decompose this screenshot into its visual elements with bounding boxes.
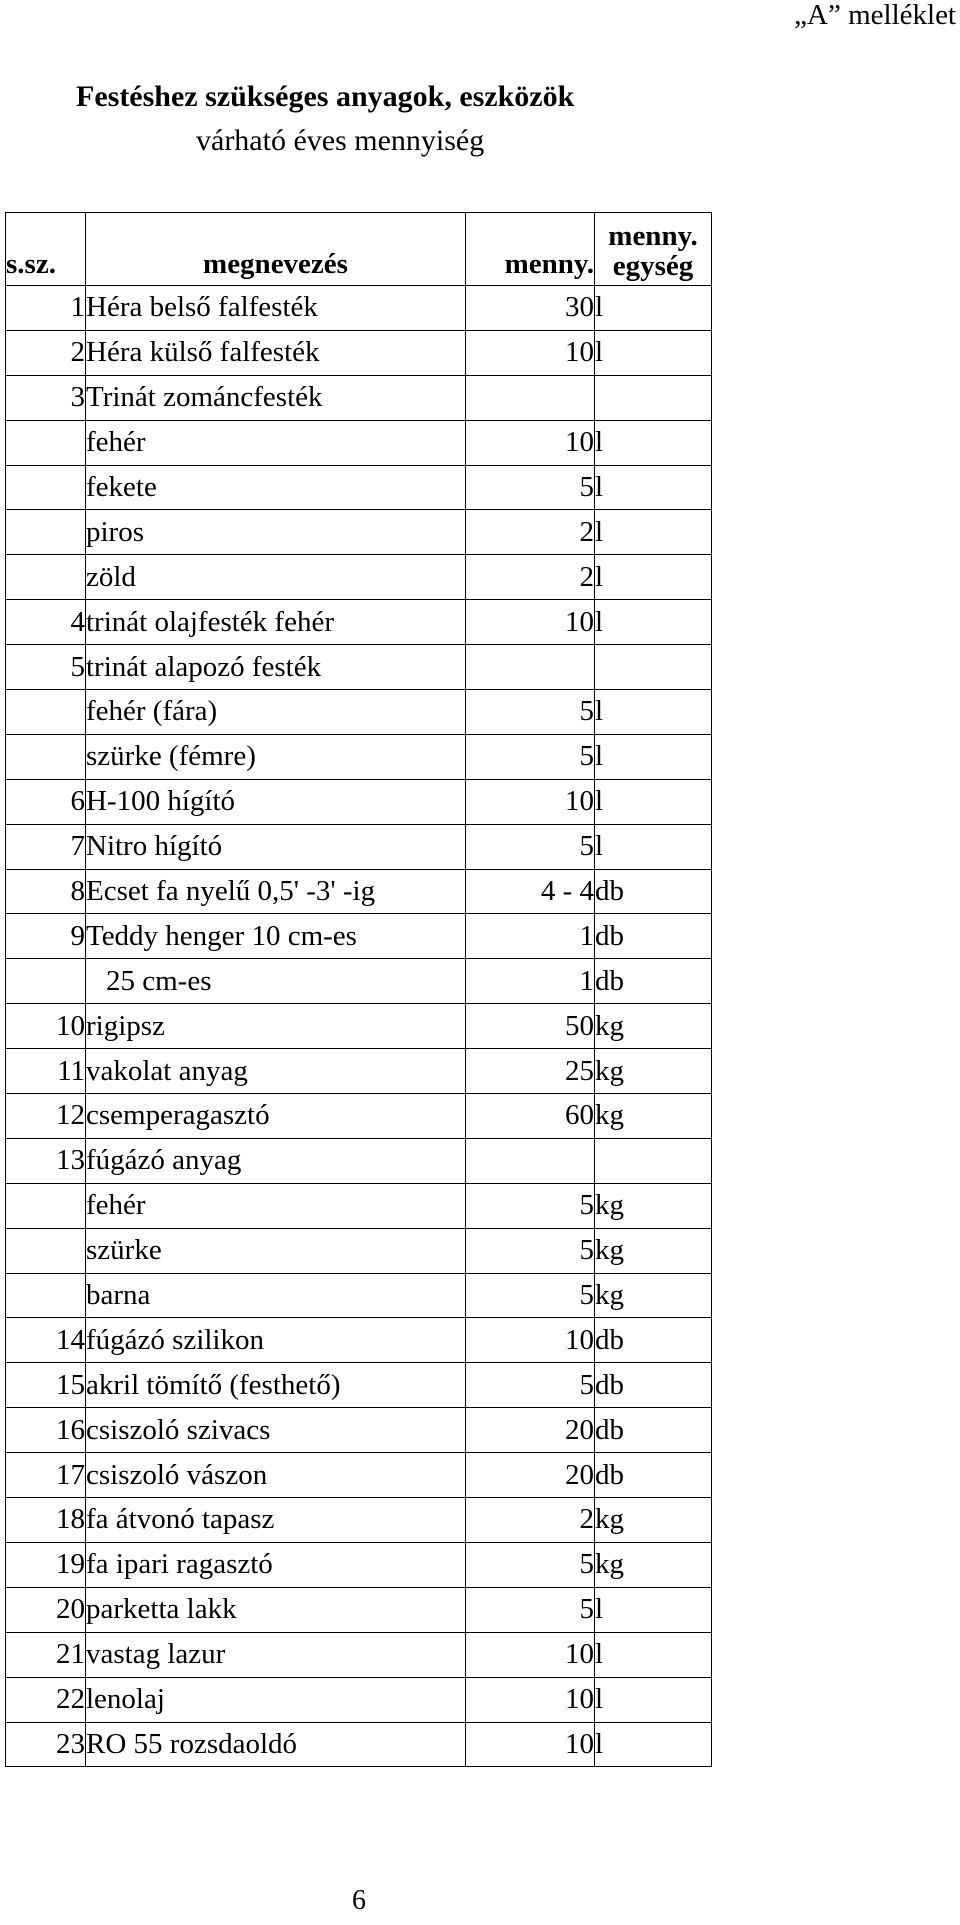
header-unit: [595, 213, 712, 286]
row-name: 25 cm-es: [86, 959, 466, 1004]
row-unit: l: [595, 1587, 712, 1632]
row-quantity: 30: [466, 286, 595, 331]
row-serial-number: 9: [6, 914, 86, 959]
row-serial-number: [6, 510, 86, 555]
row-quantity: 10: [466, 1722, 595, 1767]
row-quantity: 1: [466, 914, 595, 959]
row-unit: db: [595, 1408, 712, 1453]
table-row: [6, 600, 712, 645]
table-row: [6, 375, 712, 420]
header-name: megnevezés: [86, 213, 466, 286]
row-unit: kg: [595, 1183, 712, 1228]
table-row: [6, 1722, 712, 1767]
row-unit: l: [595, 510, 712, 555]
row-name: fekete: [86, 465, 466, 510]
table-row: [6, 1318, 712, 1363]
table-row: [6, 465, 712, 510]
table-row: [6, 690, 712, 735]
table-row: [6, 1587, 712, 1632]
row-name: vakolat anyag: [86, 1049, 466, 1094]
row-unit: l: [595, 1632, 712, 1677]
row-unit: l: [595, 779, 712, 824]
row-serial-number: 8: [6, 869, 86, 914]
row-quantity: 10: [466, 1318, 595, 1363]
row-serial-number: 7: [6, 824, 86, 869]
row-serial-number: 3: [6, 375, 86, 420]
row-quantity: 5: [466, 1542, 595, 1587]
row-quantity: 5: [466, 1183, 595, 1228]
row-serial-number: 22: [6, 1677, 86, 1722]
row-name: vastag lazur: [86, 1632, 466, 1677]
table-row: [6, 959, 712, 1004]
row-name: piros: [86, 510, 466, 555]
row-unit: db: [595, 1363, 712, 1408]
table-row: [6, 1363, 712, 1408]
table-row: [6, 1498, 712, 1543]
row-quantity: 10: [466, 600, 595, 645]
row-serial-number: 5: [6, 645, 86, 690]
annex-label: „A” melléklet: [794, 0, 956, 31]
row-name: fúgázó anyag: [86, 1138, 466, 1183]
row-unit: l: [595, 824, 712, 869]
row-name: Teddy henger 10 cm-es: [86, 914, 466, 959]
row-unit: db: [595, 914, 712, 959]
row-serial-number: 20: [6, 1587, 86, 1632]
row-name: barna: [86, 1273, 466, 1318]
row-unit: db: [595, 1453, 712, 1498]
table-row: [6, 914, 712, 959]
row-serial-number: [6, 555, 86, 600]
row-name: csiszoló szivacs: [86, 1408, 466, 1453]
row-unit: l: [595, 330, 712, 375]
row-name: fehér: [86, 1183, 466, 1228]
table-row: [6, 1094, 712, 1139]
row-serial-number: 18: [6, 1498, 86, 1543]
row-quantity: [466, 375, 595, 420]
row-unit: [595, 375, 712, 420]
row-unit: l: [595, 465, 712, 510]
row-quantity: 10: [466, 330, 595, 375]
row-unit: l: [595, 420, 712, 465]
row-name: Nitro hígító: [86, 824, 466, 869]
row-serial-number: [6, 734, 86, 779]
row-quantity: 20: [466, 1453, 595, 1498]
row-serial-number: [6, 690, 86, 735]
row-name: akril tömítő (festhető): [86, 1363, 466, 1408]
row-serial-number: 16: [6, 1408, 86, 1453]
table-row: [6, 1453, 712, 1498]
materials-table: [5, 212, 712, 1767]
table-row: [6, 1632, 712, 1677]
header-serial-number: s.sz.: [6, 213, 86, 286]
row-unit: db: [595, 1318, 712, 1363]
table-body: [6, 286, 712, 1767]
row-quantity: [466, 1138, 595, 1183]
row-unit: kg: [595, 1542, 712, 1587]
row-serial-number: 4: [6, 600, 86, 645]
row-name: Héra külső falfesték: [86, 330, 466, 375]
row-unit: l: [595, 600, 712, 645]
row-serial-number: 13: [6, 1138, 86, 1183]
row-unit: kg: [595, 1004, 712, 1049]
row-name: Héra belső falfesték: [86, 286, 466, 331]
row-serial-number: 15: [6, 1363, 86, 1408]
row-serial-number: 11: [6, 1049, 86, 1094]
row-serial-number: [6, 959, 86, 1004]
row-quantity: 20: [466, 1408, 595, 1453]
row-serial-number: 17: [6, 1453, 86, 1498]
row-name: parketta lakk: [86, 1587, 466, 1632]
row-quantity: 5: [466, 690, 595, 735]
row-serial-number: [6, 420, 86, 465]
row-name: rigipsz: [86, 1004, 466, 1049]
row-quantity: 5: [466, 1363, 595, 1408]
row-serial-number: [6, 1228, 86, 1273]
row-quantity: 10: [466, 779, 595, 824]
row-serial-number: 10: [6, 1004, 86, 1049]
row-serial-number: 21: [6, 1632, 86, 1677]
row-name: fa ipari ragasztó: [86, 1542, 466, 1587]
row-serial-number: [6, 1273, 86, 1318]
header-quantity: menny.: [466, 213, 595, 286]
table-row: [6, 1542, 712, 1587]
table-row: [6, 1273, 712, 1318]
row-serial-number: 23: [6, 1722, 86, 1767]
row-name: RO 55 rozsdaoldó: [86, 1722, 466, 1767]
row-name: Ecset fa nyelű 0,5' -3' -ig: [86, 869, 466, 914]
row-name: fehér (fára): [86, 690, 466, 735]
row-serial-number: 1: [6, 286, 86, 331]
row-unit: db: [595, 869, 712, 914]
row-name: fehér: [86, 420, 466, 465]
row-serial-number: [6, 465, 86, 510]
table-row: [6, 779, 712, 824]
row-name: lenolaj: [86, 1677, 466, 1722]
row-name: trinát alapozó festék: [86, 645, 466, 690]
row-quantity: 10: [466, 1677, 595, 1722]
row-name: H-100 hígító: [86, 779, 466, 824]
table-row: [6, 824, 712, 869]
row-quantity: 5: [466, 824, 595, 869]
row-quantity: [466, 645, 595, 690]
table-row: [6, 1138, 712, 1183]
row-quantity: 5: [466, 1587, 595, 1632]
table-row: [6, 1004, 712, 1049]
row-quantity: 5: [466, 1228, 595, 1273]
row-unit: [595, 1138, 712, 1183]
table-row: [6, 555, 712, 600]
row-unit: l: [595, 1722, 712, 1767]
table-row: [6, 869, 712, 914]
row-quantity: 10: [466, 1632, 595, 1677]
row-quantity: 50: [466, 1004, 595, 1049]
row-serial-number: 19: [6, 1542, 86, 1587]
row-name: zöld: [86, 555, 466, 600]
row-quantity: 5: [466, 465, 595, 510]
document-subtitle: várható éves mennyiség: [196, 124, 485, 157]
row-name: fúgázó szilikon: [86, 1318, 466, 1363]
row-unit: kg: [595, 1273, 712, 1318]
row-quantity: 25: [466, 1049, 595, 1094]
row-serial-number: 12: [6, 1094, 86, 1139]
row-quantity: 2: [466, 510, 595, 555]
row-name: szürke (fémre): [86, 734, 466, 779]
row-name: csiszoló vászon: [86, 1453, 466, 1498]
table-row: [6, 330, 712, 375]
row-quantity: 2: [466, 555, 595, 600]
table-row: [6, 1049, 712, 1094]
table-row: [6, 1677, 712, 1722]
row-unit: kg: [595, 1094, 712, 1139]
row-unit: kg: [595, 1228, 712, 1273]
row-quantity: 4 - 4: [466, 869, 595, 914]
row-unit: l: [595, 690, 712, 735]
row-quantity: 10: [466, 420, 595, 465]
header-unit-line1: menny.: [608, 220, 698, 252]
row-serial-number: 6: [6, 779, 86, 824]
page-number: 6: [352, 1885, 366, 1916]
row-serial-number: 2: [6, 330, 86, 375]
row-serial-number: [6, 1183, 86, 1228]
table-row: [6, 286, 712, 331]
row-name: szürke: [86, 1228, 466, 1273]
table-row: [6, 1183, 712, 1228]
row-name: Trinát zománcfesték: [86, 375, 466, 420]
row-unit: [595, 645, 712, 690]
row-quantity: 60: [466, 1094, 595, 1139]
document-title: Festéshez szükséges anyagok, eszközök: [76, 80, 575, 113]
header-unit-line2: egység: [612, 250, 694, 282]
row-name: trinát olajfesték fehér: [86, 600, 466, 645]
row-unit: l: [595, 1677, 712, 1722]
row-quantity: 2: [466, 1498, 595, 1543]
table-row: [6, 1408, 712, 1453]
row-unit: kg: [595, 1498, 712, 1543]
row-unit: l: [595, 734, 712, 779]
table-row: [6, 1228, 712, 1273]
row-name: fa átvonó tapasz: [86, 1498, 466, 1543]
row-unit: db: [595, 959, 712, 1004]
table-row: [6, 645, 712, 690]
row-unit: kg: [595, 1049, 712, 1094]
row-quantity: 5: [466, 1273, 595, 1318]
row-unit: l: [595, 286, 712, 331]
table-row: [6, 420, 712, 465]
row-name: csemperagasztó: [86, 1094, 466, 1139]
table-row: [6, 734, 712, 779]
row-quantity: 1: [466, 959, 595, 1004]
row-serial-number: 14: [6, 1318, 86, 1363]
row-quantity: 5: [466, 734, 595, 779]
table-header-row: [6, 213, 712, 286]
table-row: [6, 510, 712, 555]
row-unit: l: [595, 555, 712, 600]
